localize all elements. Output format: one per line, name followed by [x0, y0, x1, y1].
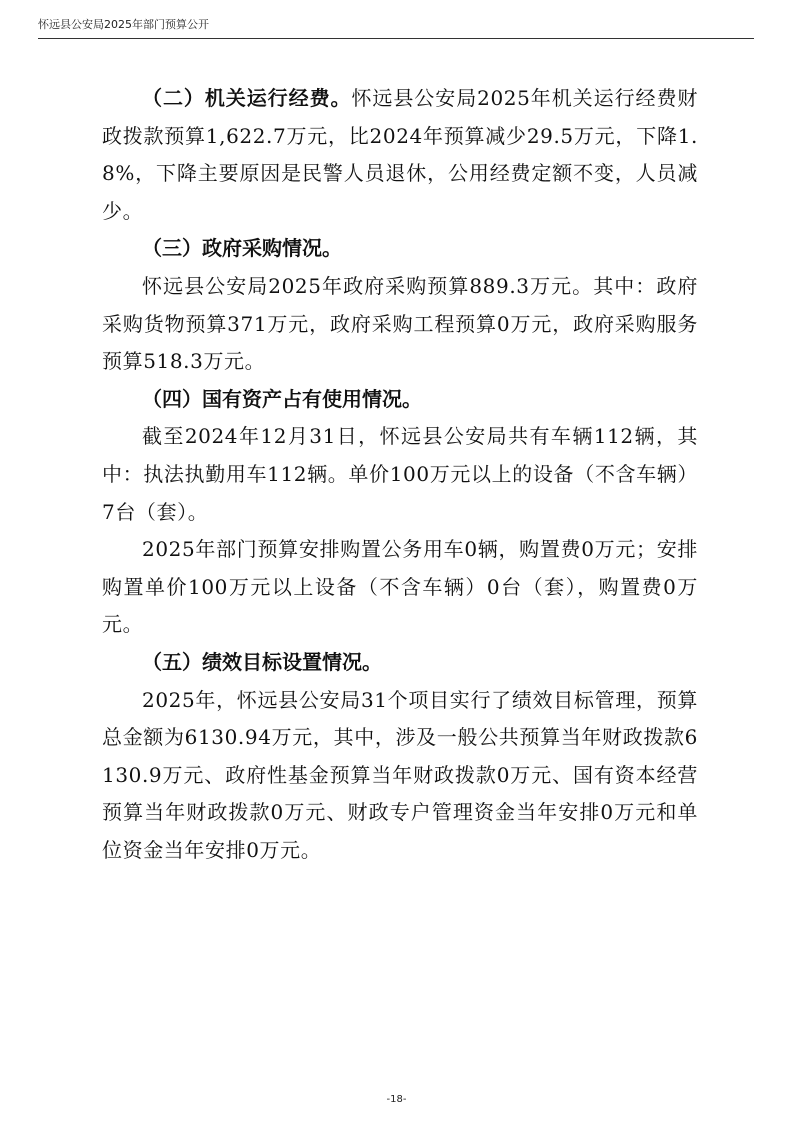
assets-text-vehicles: 截至2024年12月31日，怀远县公安局共有车辆112辆，其中：执法执勤用车112辆。单价100万元以上的设备（不含车辆）7台（套）。	[102, 424, 698, 524]
document-body	[102, 80, 698, 869]
procurement-heading: （三）政府采购情况。	[142, 236, 342, 261]
header-title: 怀远县公安局2025年部门预算公开	[38, 18, 209, 31]
performance-text: 2025年，怀远县公安局31个项目实行了绩效目标管理，预算总金额为6130.94万元，其中，涉及一般公共预算当年财政拨款6130.9万元、政府性基金预算当年财政拨款0万元、国有资本经营预算当年财政拨款0万元、财政专户管理资金当年安排0万元和单位资金当年安排0万元。	[102, 687, 698, 862]
operating-expense-paragraph	[102, 80, 698, 230]
header-divider	[38, 38, 754, 39]
page-number: -18-	[386, 1094, 407, 1105]
assets-text-purchases: 2025年部门预算安排购置公务用车0辆，购置费0万元；安排购置单价100万元以上设备（不含车辆）0台（套），购置费0万元。	[102, 537, 698, 637]
operating-expense-text: 怀远县公安局2025年机关运行经费财政拨款预算1,622.7万元，比2024年预算减少29.5万元，下降1.8%，下降主要原因是民警人员退休，公用经费定额不变，人员减少。	[102, 86, 699, 223]
performance-heading: （五）绩效目标设置情况。	[142, 649, 382, 674]
assets-heading: （四）国有资产占有使用情况。	[142, 386, 422, 411]
procurement-text: 怀远县公安局2025年政府采购预算889.3万元。其中：政府采购货物预算371万元，政府采购工程预算0万元，政府采购服务预算518.3万元。	[102, 273, 698, 374]
operating-expense-heading: （二）机关运行经费。	[142, 86, 352, 110]
document-header	[38, 18, 756, 32]
